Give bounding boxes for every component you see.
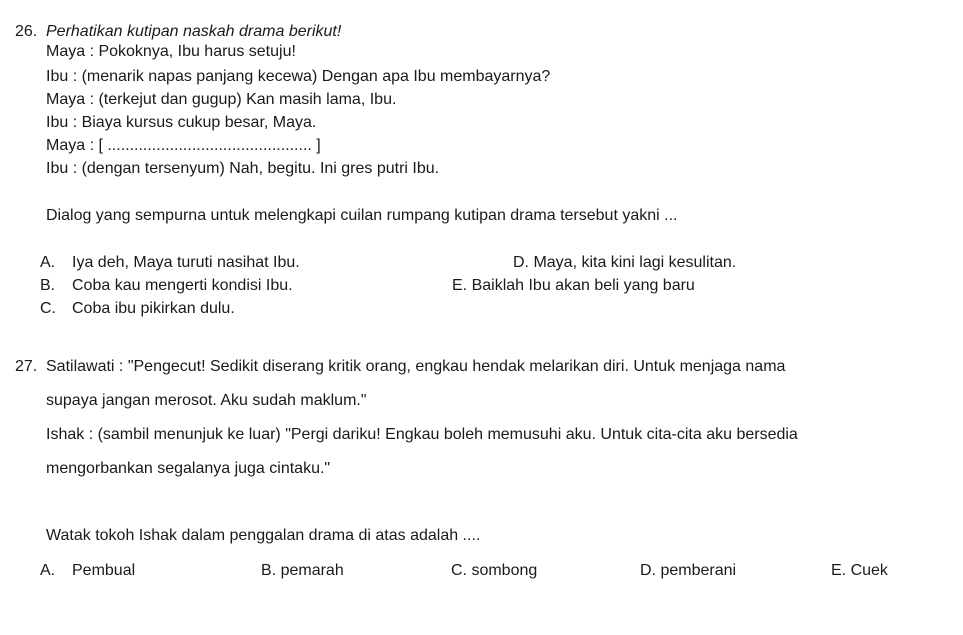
q27-question: Watak tokoh Ishak dalam penggalan drama di atas adalah .... [46, 527, 481, 544]
q26-option-a[interactable] [40, 253, 300, 273]
option-letter: A. [40, 254, 56, 271]
q27-option-a[interactable] [40, 561, 136, 581]
q26-option-e[interactable]: E. Baiklah Ibu akan beli yang baru [452, 277, 695, 294]
option-letter: C. [40, 300, 56, 317]
q27-option-b[interactable]: B. pemarah [261, 562, 344, 579]
q27-dialog-line: Ishak : (sambil menunjuk ke luar) "Pergi dariku! Engkau boleh memusuhi aku. Untuk cita-cita aku bersedia [46, 426, 798, 443]
q26-question: Dialog yang sempurna untuk melengkapi cuilan rumpang kutipan drama tersebut yakni ... [46, 207, 678, 224]
option-letter: B. [40, 277, 56, 294]
q26-instruction: Perhatikan kutipan naskah drama berikut! [46, 23, 342, 40]
q26-dialog-line: Ibu : Biaya kursus cukup besar, Maya. [46, 114, 317, 131]
option-text: Pembual [72, 562, 136, 579]
q27-number: 27. [15, 358, 38, 375]
q26-option-d[interactable]: D. Maya, kita kini lagi kesulitan. [513, 254, 737, 271]
q26-option-b[interactable] [40, 276, 293, 296]
option-text: Coba ibu pikirkan dulu. [72, 300, 235, 317]
q27-dialog-line: supaya jangan merosot. Aku sudah maklum." [46, 392, 367, 409]
q27-dialog-line: mengorbankan segalanya juga cintaku." [46, 460, 331, 477]
q26-dialog-line: Maya : Pokoknya, Ibu harus setuju! [46, 43, 296, 60]
option-text: Iya deh, Maya turuti nasihat Ibu. [72, 254, 300, 271]
q26-dialog-line: Ibu : (dengan tersenyum) Nah, begitu. Ini gres putri Ibu. [46, 160, 440, 177]
q27-option-e[interactable]: E. Cuek [831, 562, 888, 579]
q26-number: 26. [15, 23, 38, 40]
q26-option-c[interactable] [40, 299, 235, 319]
q26-dialog-line: Ibu : (menarik napas panjang kecewa) Dengan apa Ibu membayarnya? [46, 68, 551, 85]
option-text: Coba kau mengerti kondisi Ibu. [72, 277, 293, 294]
q27-option-d[interactable]: D. pemberani [640, 562, 737, 579]
q26-dialog-line-blank: Maya : [ .............................................. ] [46, 137, 321, 154]
option-letter: A. [40, 562, 56, 579]
q26-dialog-line: Maya : (terkejut dan gugup) Kan masih lama, Ibu. [46, 91, 397, 108]
q27-option-c[interactable]: C. sombong [451, 562, 538, 579]
q27-dialog-line: Satilawati : "Pengecut! Sedikit diserang kritik orang, engkau hendak melarikan diri. Untuk menjaga nama [46, 358, 786, 375]
